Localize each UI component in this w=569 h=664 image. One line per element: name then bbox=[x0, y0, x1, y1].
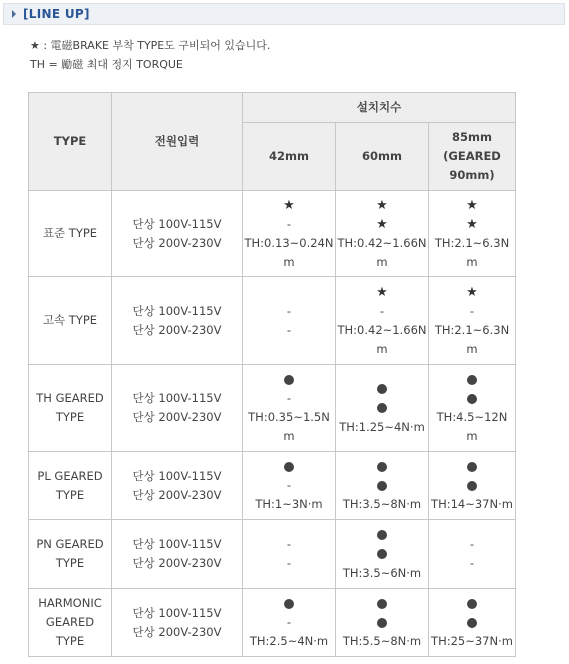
spec-cell: ★ ★ TH:0.42~1.66N m bbox=[336, 191, 429, 277]
power-cell: 단상 100V-115V 단상 200V-230V bbox=[112, 589, 243, 657]
spec-cell: TH:5.5~8N·m bbox=[336, 589, 429, 657]
spec-cell: - TH:2.5~4N·m bbox=[243, 589, 336, 657]
dot-icon bbox=[284, 599, 294, 609]
header-type: TYPE bbox=[29, 93, 112, 191]
spec-cell: TH:25~37N·m bbox=[429, 589, 516, 657]
spec-cell: - - bbox=[243, 277, 336, 365]
star-icon: ★ bbox=[283, 197, 295, 213]
dot-icon bbox=[467, 599, 477, 609]
header-size-0: 42mm bbox=[243, 123, 336, 191]
dot-icon bbox=[377, 403, 387, 413]
arrow-icon bbox=[12, 10, 16, 18]
dot-icon bbox=[284, 462, 294, 472]
star-icon: ★ bbox=[466, 197, 478, 213]
spec-cell: ★ ★ TH:2.1~6.3N m bbox=[429, 191, 516, 277]
dot-icon bbox=[377, 462, 387, 472]
power-cell: 단상 100V-115V 단상 200V-230V bbox=[112, 365, 243, 452]
dot-icon bbox=[467, 462, 477, 472]
dot-icon bbox=[377, 384, 387, 394]
spec-cell: TH:4.5~12N m bbox=[429, 365, 516, 452]
spec-cell: TH:3.5~6N·m bbox=[336, 520, 429, 589]
section-title: [LINE UP] bbox=[23, 7, 90, 21]
power-cell: 단상 100V-115V 단상 200V-230V bbox=[112, 277, 243, 365]
table-row bbox=[29, 277, 516, 365]
dot-icon bbox=[284, 375, 294, 385]
spec-cell: TH:14~37N·m bbox=[429, 452, 516, 520]
spec-cell: - TH:1~3N·m bbox=[243, 452, 336, 520]
header-power: 전원입력 bbox=[112, 93, 243, 191]
dot-icon bbox=[377, 481, 387, 491]
spec-cell: ★ - TH:0.13~0.24N m bbox=[243, 191, 336, 277]
note-torque: TH = 勵磁 최대 정지 TORQUE bbox=[30, 58, 183, 71]
power-cell: 단상 100V-115V 단상 200V-230V bbox=[112, 452, 243, 520]
type-cell: 표준 TYPE bbox=[29, 191, 112, 277]
star-icon: ★ bbox=[376, 197, 388, 213]
dot-icon bbox=[377, 599, 387, 609]
table-row bbox=[29, 520, 516, 589]
star-icon: ★ bbox=[376, 216, 388, 232]
table-row bbox=[29, 452, 516, 520]
spec-cell: - TH:0.35~1.5N m bbox=[243, 365, 336, 452]
type-cell: PL GEARED TYPE bbox=[29, 452, 112, 520]
dot-icon bbox=[467, 394, 477, 404]
dot-icon bbox=[467, 481, 477, 491]
dot-icon bbox=[467, 618, 477, 628]
dot-icon bbox=[377, 530, 387, 540]
header-size-2: 85mm (GEARED 90mm) bbox=[429, 123, 516, 191]
note-brake: ★ : 電磁BRAKE 부착 TYPE도 구비되어 있습니다. bbox=[30, 39, 271, 52]
table-row bbox=[29, 589, 516, 657]
dot-icon bbox=[377, 549, 387, 559]
spec-cell: - - bbox=[243, 520, 336, 589]
section-header bbox=[3, 3, 565, 25]
type-cell: 고속 TYPE bbox=[29, 277, 112, 365]
spec-cell: TH:1.25~4N·m bbox=[336, 365, 429, 452]
spec-cell: ★ - TH:2.1~6.3N m bbox=[429, 277, 516, 365]
star-icon: ★ bbox=[466, 284, 478, 300]
dot-icon bbox=[377, 618, 387, 628]
header-install-size: 설치치수 bbox=[243, 93, 516, 123]
star-icon: ★ bbox=[376, 284, 388, 300]
star-icon: ★ bbox=[466, 216, 478, 232]
spec-cell: ★ - TH:0.42~1.66N m bbox=[336, 277, 429, 365]
spec-cell: TH:3.5~8N·m bbox=[336, 452, 429, 520]
type-cell: PN GEARED TYPE bbox=[29, 520, 112, 589]
header-size-1: 60mm bbox=[336, 123, 429, 191]
power-cell: 단상 100V-115V 단상 200V-230V bbox=[112, 520, 243, 589]
dot-icon bbox=[467, 375, 477, 385]
table-row bbox=[29, 365, 516, 452]
lineup-table bbox=[28, 92, 516, 657]
power-cell: 단상 100V-115V 단상 200V-230V bbox=[112, 191, 243, 277]
type-cell: HARMONIC GEARED TYPE bbox=[29, 589, 112, 657]
type-cell: TH GEARED TYPE bbox=[29, 365, 112, 452]
spec-cell: - - bbox=[429, 520, 516, 589]
table-row bbox=[29, 191, 516, 277]
